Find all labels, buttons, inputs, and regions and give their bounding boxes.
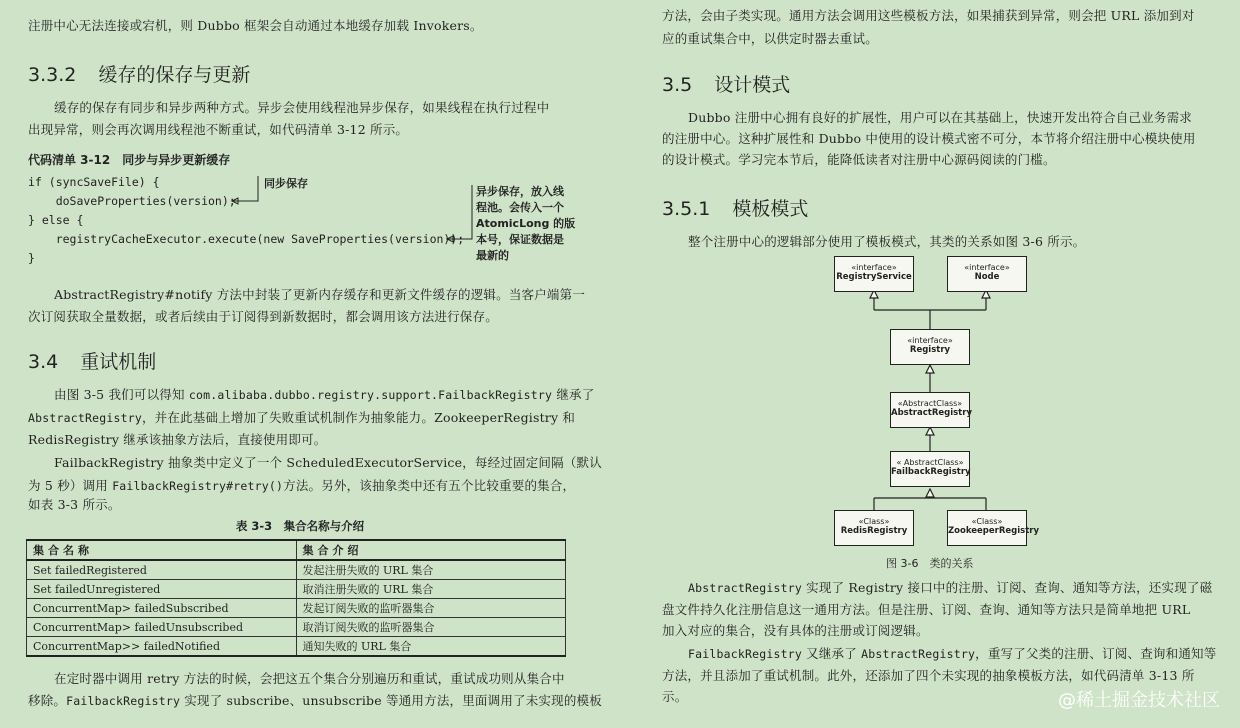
- table-cell: 取消注册失败的 URL 集合: [296, 580, 566, 599]
- text: 又继承了: [801, 646, 862, 661]
- stereotype: «AbstractClass»: [897, 399, 963, 408]
- section-number: 3.5.1: [662, 198, 711, 220]
- paragraph: 加入对应的集合，没有具体的注册或订阅逻辑。: [662, 623, 929, 638]
- paragraph: 如表 3-3 所示。: [28, 497, 121, 512]
- class-name: FailbackRegistry: [891, 467, 971, 477]
- paragraph: [688, 642, 1216, 666]
- stereotype: «interface»: [851, 263, 897, 272]
- section-heading-3-5-1: [662, 194, 808, 221]
- section-number: 3.4: [28, 351, 59, 373]
- inline-code: AbstractRegistry: [861, 647, 976, 661]
- text: ，并在此基础上增加了失败重试机制作为抽象能力。ZookeeperRegistry 和: [141, 410, 576, 425]
- class-name: RedisRegistry: [840, 526, 908, 536]
- inline-code: FailbackRegistry: [688, 647, 802, 661]
- paragraph: RedisRegistry 继承该抽象方法后，直接使用即可。: [28, 432, 327, 447]
- paragraph: 缓存的保存有同步和异步两种方式。异步会使用线程池异步保存，如果线程在执行过程中: [54, 100, 550, 115]
- paragraph: [688, 576, 1212, 600]
- class-name: RegistryService: [836, 272, 912, 282]
- paragraph: [28, 689, 602, 713]
- paragraph: 次订阅获取全量数据，或者后续由于订阅得到新数据时，都会调用该方法进行保存。: [28, 309, 498, 324]
- table-cell: ConcurrentMap> failedUnsubscribed: [27, 618, 297, 637]
- table-row: [27, 599, 566, 618]
- paragraph: [28, 406, 575, 430]
- paragraph: FailbackRegistry 抽象类中定义了一个 ScheduledExecutorService，每经过固定间隔（默认: [54, 455, 602, 470]
- class-name: AbstractRegistry: [891, 408, 972, 418]
- class-box-failback-registry: [890, 451, 970, 487]
- section-heading-3-5: [662, 70, 790, 97]
- stereotype: «interface»: [907, 336, 953, 345]
- stereotype: « AbstractClass»: [896, 458, 964, 467]
- annotation-sync: 同步保存: [264, 177, 308, 190]
- class-box-node: [947, 256, 1027, 292]
- class-box-abstract-registry: [890, 392, 970, 428]
- table-row: [27, 560, 566, 580]
- section-heading-3-4: [28, 347, 156, 374]
- table-cell: ConcurrentMap> failedSubscribed: [27, 599, 297, 618]
- stereotype: «Class»: [858, 517, 890, 526]
- stereotype: «interface»: [964, 263, 1010, 272]
- code-line: }: [28, 251, 35, 265]
- annotation-async: 异步保存，放入线 程池。会传入一个 AtomicLong 的版 本号，保证数据是 最新的: [476, 185, 576, 262]
- left-page: [0, 0, 600, 728]
- table-row: [27, 618, 566, 637]
- code-line: if (syncSaveFile) {: [28, 175, 160, 189]
- inline-code: FailbackRegistry#retry(): [112, 479, 284, 493]
- class-name: ZookeeperRegistry: [948, 526, 1040, 536]
- table-caption: 表 3-3 集合名称与介绍: [235, 519, 365, 533]
- table-row: [27, 637, 566, 657]
- section-title: 设计模式: [714, 74, 791, 96]
- section-title: 缓存的保存与更新: [98, 64, 251, 86]
- section-number: 3.3.2: [28, 64, 77, 86]
- table-cell: 发起注册失败的 URL 集合: [296, 560, 566, 580]
- watermark: @稀土掘金技术社区: [1058, 690, 1220, 711]
- code-line: registryCacheExecutor.execute(new SaveProperties(version));: [28, 232, 465, 246]
- figure-caption: 图 3-6 类的关系: [886, 557, 974, 570]
- paragraph: 的设计模式。学习完本节后，能降低读者对注册中心源码阅读的门槛。: [662, 152, 1056, 167]
- code-caption: 代码清单 3-12 同步与异步更新缓存: [28, 153, 231, 167]
- text: 由图 3-5 我们可以得知: [54, 387, 189, 402]
- class-box-redis-registry: [834, 510, 914, 546]
- text: 为 5 秒）调用: [28, 478, 113, 493]
- paragraph: 方法，并且添加了重试机制。此外，还添加了四个未实现的抽象模板方法，如代码清单 3-13 所: [662, 668, 1195, 683]
- paragraph: 整个注册中心的逻辑部分使用了模板模式，其类的关系如图 3-6 所示。: [688, 234, 1086, 249]
- text: 方法。另外，该抽象类中还有五个比较重要的集合，: [283, 478, 576, 493]
- paragraph: 出现异常，则会再次调用线程池不断重试，如代码清单 3-12 所示。: [28, 122, 409, 137]
- paragraph: Dubbo 注册中心拥有良好的扩展性，用户可以在其基础上，快速开发出符合自己业务需求: [688, 110, 1192, 125]
- code-line: doSaveProperties(version);: [28, 194, 236, 208]
- text: 实现了 Registry 接口中的注册、订阅、查询、通知等方法，还实现了磁: [801, 580, 1213, 595]
- table-cell: 发起订阅失败的监听器集合: [296, 599, 566, 618]
- table-row: [27, 580, 566, 599]
- paragraph: AbstractRegistry#notify 方法中封装了更新内存缓存和更新文件缓存的逻辑。当客户端第一: [54, 287, 586, 302]
- inline-code: com.alibaba.dubbo.registry.support.FailbackRegistry: [188, 388, 553, 402]
- text: 移除。: [28, 693, 67, 708]
- paragraph: [54, 383, 594, 407]
- section-number: 3.5: [662, 74, 693, 96]
- section-title: 模板模式: [732, 198, 809, 220]
- inline-code: AbstractRegistry: [28, 411, 142, 425]
- table-cell: 取消订阅失败的监听器集合: [296, 618, 566, 637]
- table-cell: ConcurrentMap>> failedNotified: [27, 637, 297, 657]
- table-header-row: [27, 540, 566, 560]
- inline-code: FailbackRegistry: [66, 694, 181, 708]
- inline-code: AbstractRegistry: [688, 581, 802, 595]
- collections-table: [26, 539, 566, 657]
- stereotype: «Class»: [971, 517, 1003, 526]
- code-line: } else {: [28, 213, 84, 227]
- paragraph: 在定时器中调用 retry 方法的时候，会把这五个集合分别遍历和重试，重试成功则从集合中: [54, 671, 565, 686]
- table-cell: Set failedRegistered: [27, 560, 297, 580]
- table-header: 集合名称: [27, 540, 297, 560]
- paragraph: 注册中心无法连接或宕机，则 Dubbo 框架会自动通过本地缓存加载 Invokers。: [28, 18, 483, 33]
- paragraph: 示。: [662, 689, 688, 704]
- table-cell: 通知失败的 URL 集合: [296, 637, 566, 657]
- section-title: 重试机制: [80, 351, 157, 373]
- text: ，重写了父类的注册、订阅、查询和通知等: [975, 646, 1217, 661]
- class-name: Node: [974, 272, 1000, 282]
- table-cell: Set failedUnregistered: [27, 580, 297, 599]
- paragraph: 盘文件持久化注册信息这一通用方法。但是注册、订阅、查询、通知等方法只是简单地把 URL: [662, 602, 1191, 617]
- class-box-registry: [890, 329, 970, 365]
- class-box-registry-service: [834, 256, 914, 292]
- paragraph: 方法，会由子类实现。通用方法会调用这些模板方法，如果捕获到异常，则会把 URL 添加到对: [662, 8, 1195, 23]
- text: 实现了 subscribe、unsubscribe 等通用方法，里面调用了未实现的模板: [180, 693, 602, 708]
- class-box-zookeeper-registry: [947, 510, 1040, 546]
- paragraph: 的注册中心。这种扩展性和 Dubbo 中使用的设计模式密不可分，本节将介绍注册中心模块使用: [662, 131, 1196, 146]
- table-header: 集合介绍: [296, 540, 566, 560]
- paragraph: 应的重试集合中，以供定时器去重试。: [662, 31, 878, 46]
- class-name: Registry: [909, 345, 951, 355]
- text: 继承了: [552, 387, 595, 402]
